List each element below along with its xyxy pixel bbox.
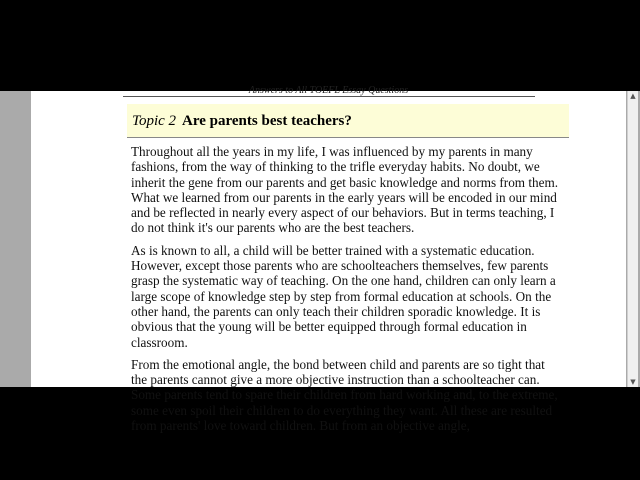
scroll-down-arrow-icon[interactable]: ▼ bbox=[630, 378, 636, 386]
header-rule bbox=[123, 96, 535, 97]
running-header: Answers to All TOEFL Essay Questions bbox=[248, 85, 409, 96]
topic-heading-box bbox=[127, 104, 569, 138]
scroll-up-arrow-icon[interactable]: ▲ bbox=[630, 92, 636, 100]
topic-label: Topic 2 bbox=[132, 113, 177, 129]
topic-heading bbox=[132, 113, 352, 130]
paragraph: From the emotional angle, the bond between child and parents are so tight that the parents cannot give a more objective instruction than a schoolteacher can. Some parents tend to spare their children from hard working and, to the extreme, some even spoil their children to do everything they want. All these are resulted from parents' love toward children. But from an objective angle, bbox=[131, 356, 558, 434]
paragraph: As is known to all, a child will be better trained with a systematic education. However, except those parents who are schoolteachers themselves, few parents grasp the systematic way of teaching. On the one hand, children can only learn a large scope of knowledge step by step from formal education at schools. On the other hand, the parents can only teach their children sporadic knowledge. It is obvious that the young will be better equipped through formal education in classroom. bbox=[131, 242, 556, 350]
document-page bbox=[31, 85, 626, 434]
vertical-scrollbar[interactable] bbox=[627, 91, 638, 387]
topic-title: Are parents best teachers? bbox=[182, 113, 352, 129]
document-viewer bbox=[0, 85, 640, 434]
essay-body bbox=[131, 144, 563, 440]
paragraph: Throughout all the years in my life, I was influenced by my parents in many fashions, from the way of thinking to the trifle everyday habits. No doubt, we inherit the gene from our parents and get basic knowledge and norms from them. What we learned from our parents in the early years will be encoded in our mind and be reflected in nearly every aspect of our behaviors. But in terms teaching, I do not think it's our parents who are the best teachers. bbox=[131, 144, 559, 236]
